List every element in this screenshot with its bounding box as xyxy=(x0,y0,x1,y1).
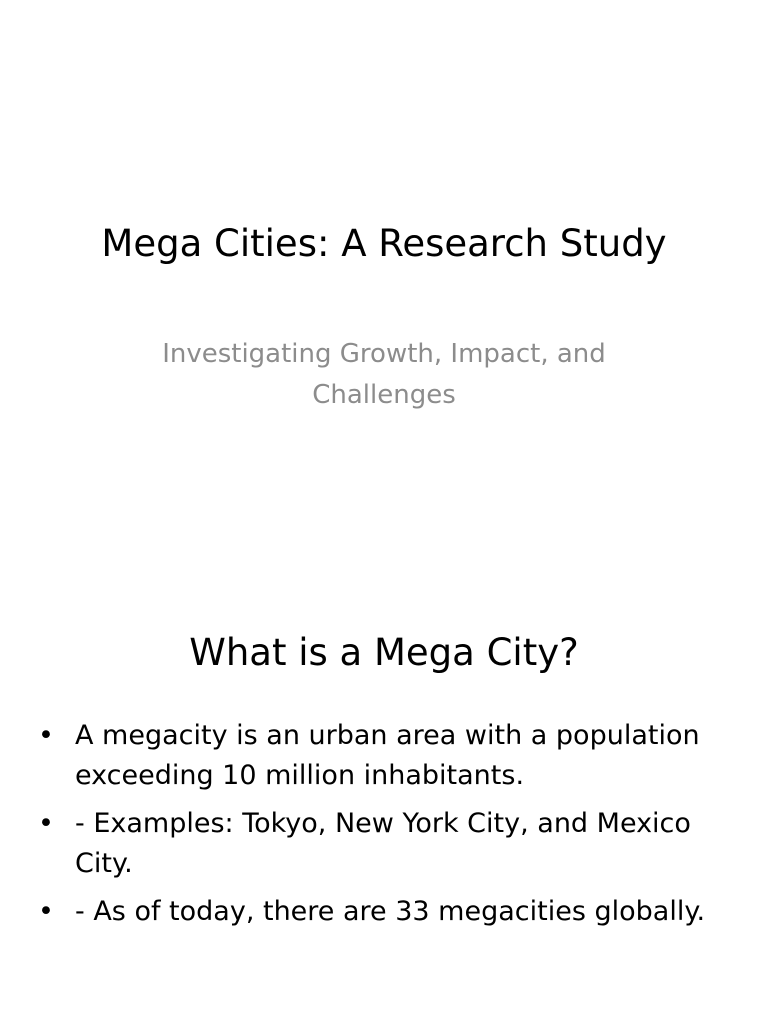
bullet-dot-icon: • xyxy=(38,720,54,751)
bullet-item xyxy=(38,892,738,932)
slide-subtitle: Investigating Growth, Impact, and Challenges xyxy=(162,339,606,410)
bullet-list xyxy=(38,716,738,940)
bullet-text: - Examples: Tokyo, New York City, and Mexico City. xyxy=(75,808,691,879)
slide-title: Mega Cities: A Research Study xyxy=(101,222,667,265)
bullet-dot-icon: • xyxy=(38,896,54,927)
bullet-text: - As of today, there are 33 megacities globally. xyxy=(75,896,706,927)
content-slide-title: What is a Mega City? xyxy=(189,631,579,674)
bullet-item xyxy=(38,804,738,884)
bullet-text: A megacity is an urban area with a population exceeding 10 million inhabitants. xyxy=(75,720,700,791)
content-slide xyxy=(0,576,768,1024)
bullet-dot-icon: • xyxy=(38,808,54,839)
bullet-item xyxy=(38,716,738,796)
